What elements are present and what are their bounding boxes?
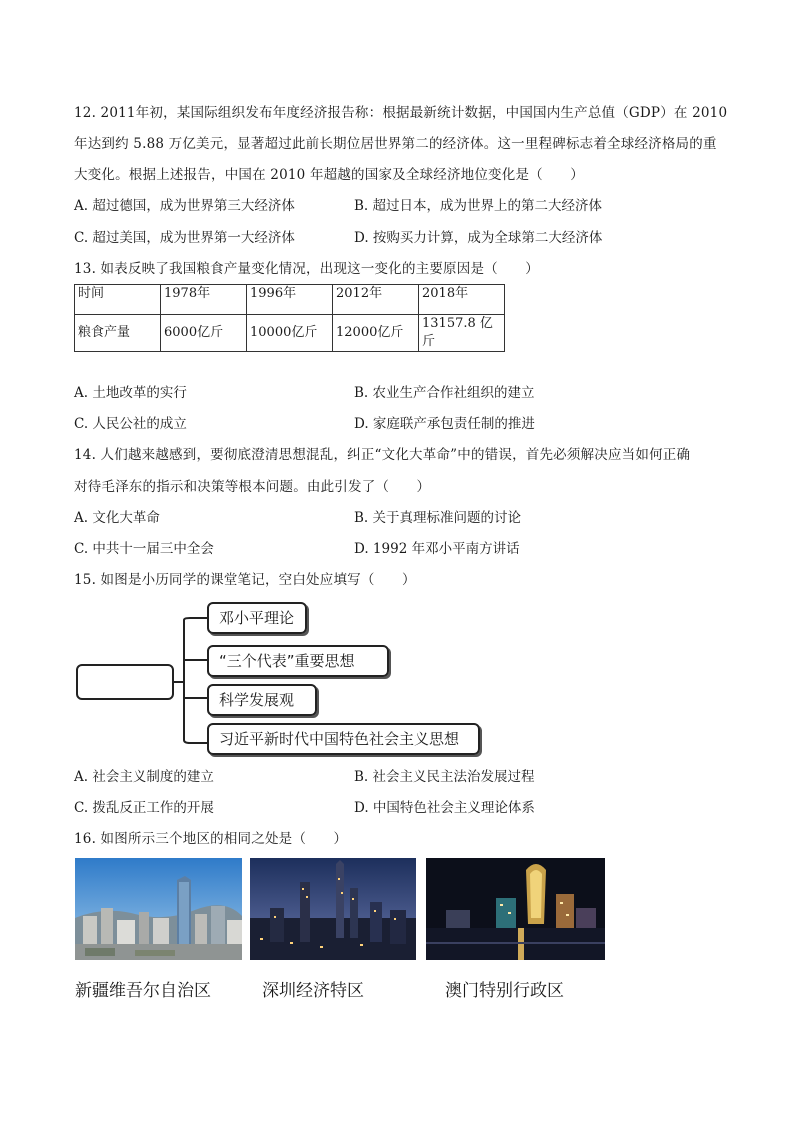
q15-option-c[interactable]: C. 拨乱反正工作的开展 <box>74 800 214 816</box>
caption-macau: 澳门特别行政区 <box>445 981 564 1001</box>
bracket-connector <box>170 600 210 750</box>
q14-option-d[interactable]: D. 1992 年邓小平南方讲话 <box>354 541 520 557</box>
diagram-item-three-represents: “三个代表”重要思想 <box>207 645 389 677</box>
table-cell: 10000亿斤 <box>247 315 333 352</box>
q12-option-d[interactable]: D. 按购买力计算，成为全球第二大经济体 <box>354 230 603 246</box>
q12-stem-line2: 年达到约 5.88 万亿美元，显著超过此前长期位居世界第二的经济体。这一里程碑标志着全球经济格局的重 <box>74 136 717 152</box>
q15-option-d[interactable]: D. 中国特色社会主义理论体系 <box>354 800 535 816</box>
q14-option-b[interactable]: B. 关于真理标准问题的讨论 <box>354 510 522 526</box>
shenzhen-city-photo <box>250 858 416 960</box>
q12-stem-line1: 12. 2011年初，某国际组织发布年度经济报告称：根据最新统计数据，中国国内生产总值（GDP）在 2010 <box>74 105 728 121</box>
q13-option-d[interactable]: D. 家庭联产承包责任制的推进 <box>354 416 535 432</box>
table-cell: 2018年 <box>419 285 505 315</box>
q14-stem-line1: 14. 人们越来越感到，要彻底澄清思想混乱，纠正“文化大革命”中的错误，首先必须解决应当如何正确 <box>74 447 691 463</box>
xinjiang-city-photo <box>75 858 242 960</box>
caption-xinjiang: 新疆维吾尔自治区 <box>75 981 211 1001</box>
blank-answer-box <box>76 664 174 700</box>
q14-option-c[interactable]: C. 中共十一届三中全会 <box>74 541 214 557</box>
q14-stem-line2: 对待毛泽东的指示和决策等根本问题。由此引发了（ ） <box>74 479 431 495</box>
q12-stem-line3: 大变化。根据上述报告，中国在 2010 年超越的国家及全球经济地位变化是（ ） <box>74 167 584 183</box>
q15-stem: 15. 如图是小历同学的课堂笔记，空白处应填写（ ） <box>74 572 416 588</box>
q14-option-a[interactable]: A. 文化大革命 <box>74 510 160 526</box>
q12-option-b[interactable]: B. 超过日本，成为世界上的第二大经济体 <box>354 198 603 214</box>
caption-shenzhen: 深圳经济特区 <box>262 981 364 1001</box>
table-cell: 时间 <box>75 285 161 315</box>
grain-output-table <box>74 284 505 352</box>
table-row <box>75 285 505 315</box>
q13-option-c[interactable]: C. 人民公社的成立 <box>74 416 187 432</box>
q12-option-a[interactable]: A. 超过德国，成为世界第三大经济体 <box>74 198 295 214</box>
table-cell: 1978年 <box>161 285 247 315</box>
diagram-item-deng-theory: 邓小平理论 <box>207 602 307 634</box>
diagram-item-xi-thought: 习近平新时代中国特色社会主义思想 <box>207 723 480 755</box>
table-cell: 13157.8 亿斤 <box>419 315 505 352</box>
table-cell: 12000亿斤 <box>333 315 419 352</box>
table-row <box>75 315 505 352</box>
table-cell: 1996年 <box>247 285 333 315</box>
macau-city-photo <box>426 858 605 960</box>
q15-option-b[interactable]: B. 社会主义民主法治发展过程 <box>354 769 535 785</box>
table-cell: 粮食产量 <box>75 315 161 352</box>
q13-stem: 13. 如表反映了我国粮食产量变化情况，出现这一变化的主要原因是（ ） <box>74 261 539 277</box>
q16-stem: 16. 如图所示三个地区的相同之处是（ ） <box>74 831 348 847</box>
diagram-item-scientific-outlook: 科学发展观 <box>207 684 317 716</box>
q15-option-a[interactable]: A. 社会主义制度的建立 <box>74 769 214 785</box>
q13-option-a[interactable]: A. 土地改革的实行 <box>74 385 187 401</box>
q13-option-b[interactable]: B. 农业生产合作社组织的建立 <box>354 385 535 401</box>
table-cell: 6000亿斤 <box>161 315 247 352</box>
q12-option-c[interactable]: C. 超过美国，成为世界第一大经济体 <box>74 230 295 246</box>
table-cell: 2012年 <box>333 285 419 315</box>
